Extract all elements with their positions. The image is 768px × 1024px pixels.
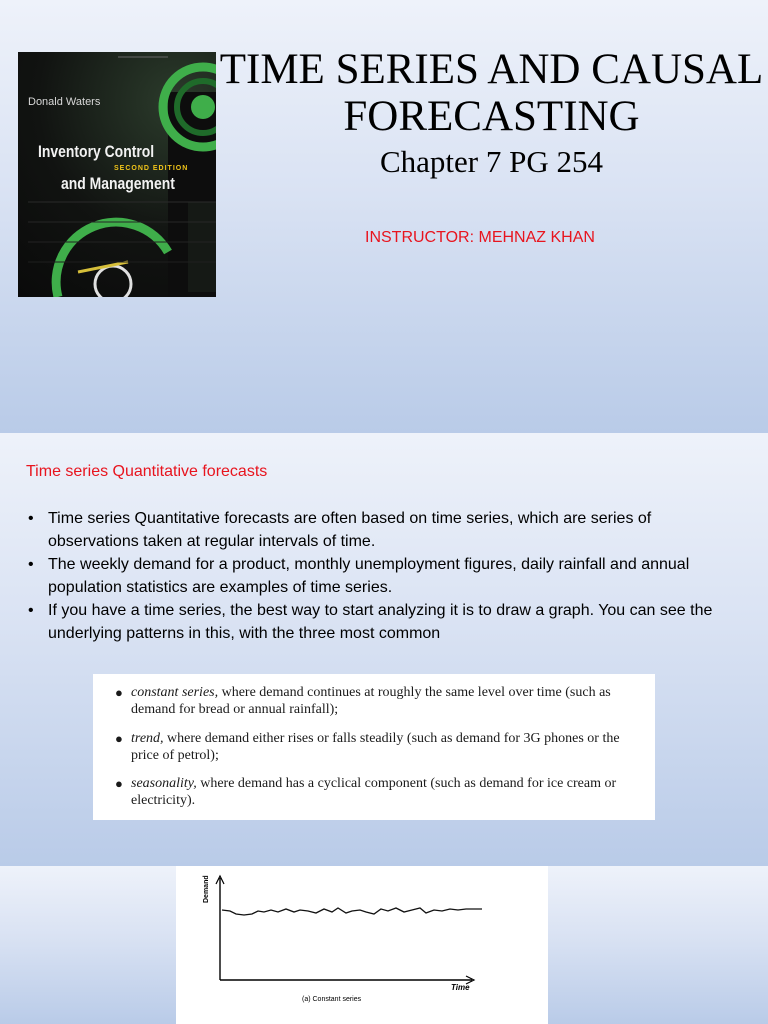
excerpt-item <box>115 775 635 809</box>
bullet-item <box>26 507 746 553</box>
title-slide <box>0 0 768 433</box>
excerpt-term: seasonality, <box>131 776 197 791</box>
bullet-list <box>26 507 746 645</box>
excerpt-text: where demand has a cyclical component (such as demand for ice cream or electricity). <box>131 776 617 808</box>
instructor-label: INSTRUCTOR: MEHNAZ KHAN <box>365 229 595 246</box>
bullet-icon: • <box>28 556 34 573</box>
bullet-icon: • <box>28 510 34 527</box>
cover-title-line1: Inventory Control <box>38 142 155 161</box>
graph-slide <box>0 866 768 1024</box>
y-axis-label: Demand <box>203 875 210 903</box>
book-cover-image <box>18 52 216 297</box>
excerpt-item <box>115 684 635 718</box>
graph-drawing <box>176 866 548 1024</box>
excerpt-text: where demand continues at roughly the same level over time (such as demand for bread or annual rainfall); <box>131 685 611 717</box>
bullet-item <box>26 599 746 645</box>
x-axis-label: Time <box>451 983 470 992</box>
excerpt-term: constant series, <box>131 685 219 700</box>
bullet-text: The weekly demand for a product, monthly unemployment figures, daily rainfall and annual population statistics are examples of time series. <box>48 556 690 596</box>
bullet-icon: • <box>28 602 34 619</box>
cover-author: Donald Waters <box>28 96 101 108</box>
bullet-icon: ● <box>115 776 123 791</box>
bullet-text: If you have a time series, the best way to start analyzing it is to draw a graph. You can see the underlying patterns in this, with the three most common <box>48 602 713 642</box>
excerpt-term: trend, <box>131 731 164 746</box>
bullet-icon: ● <box>115 685 123 700</box>
slide-heading: Time series Quantitative forecasts <box>26 463 268 480</box>
bullet-item <box>26 553 746 599</box>
cover-title-line2: and Management <box>61 174 175 193</box>
demand-line <box>222 908 482 915</box>
figure-caption: (a) Constant series <box>302 996 362 1003</box>
excerpt-text: where demand either rises or falls steadily (such as demand for 3G phones or the price of petrol); <box>131 731 620 763</box>
constant-series-figure <box>176 866 548 1024</box>
textbook-excerpt-image <box>93 674 655 820</box>
content-slide <box>0 433 768 866</box>
bullet-text: Time series Quantitative forecasts are often based on time series, which are series of observations taken at regular intervals of time. <box>48 510 652 550</box>
excerpt-item <box>115 730 635 764</box>
slide-title: TIME SERIES AND CAUSAL FORECASTING <box>219 46 764 140</box>
cover-edition: SECOND EDITION <box>114 165 189 172</box>
bullet-icon: ● <box>115 731 123 746</box>
slide-subtitle: Chapter 7 PG 254 <box>379 144 603 179</box>
